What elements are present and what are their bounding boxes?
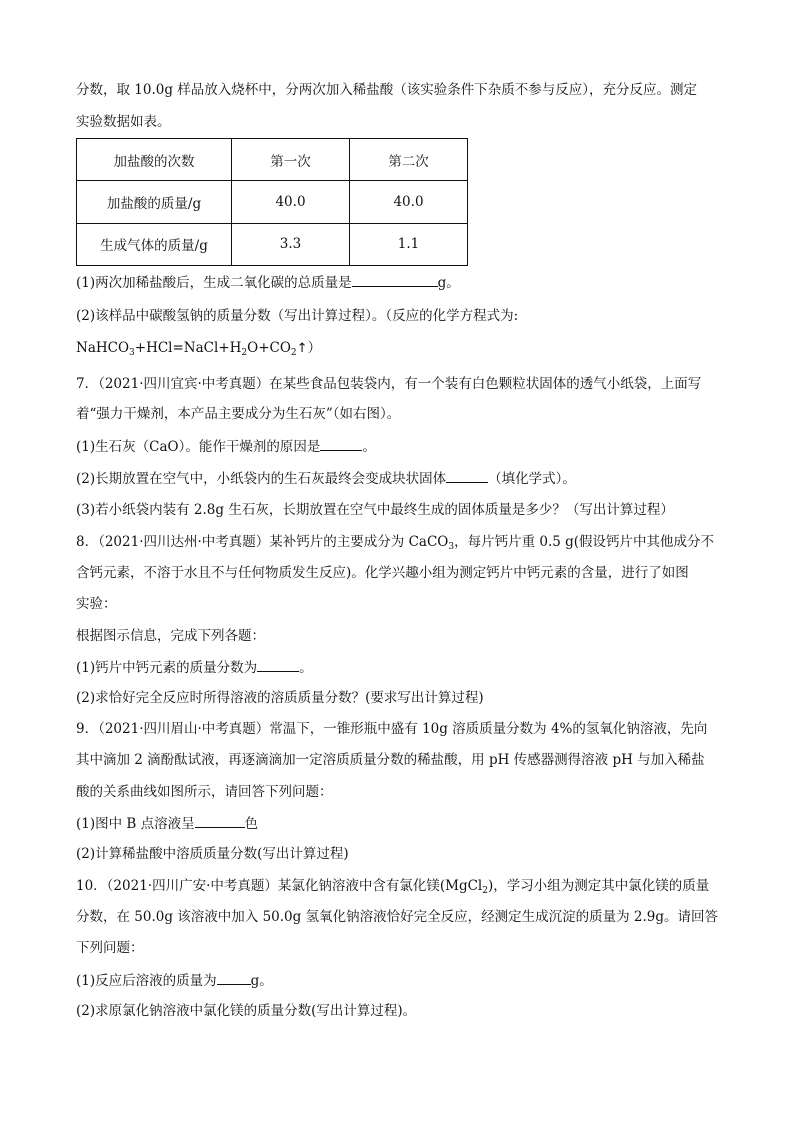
p6-question-2: (2)该样品中碳酸氢钠的质量分数（写出计算过程）。（反应的化学方程式为:	[76, 308, 519, 324]
equation-subscript: 3	[129, 348, 135, 358]
p7-question-3: (3)若小纸袋内装有 2.8g 生石灰，长期放置在空气中最终生成的固体质量是多少？（写出计算过程）	[76, 502, 674, 518]
table-cell: 40.0	[232, 181, 350, 223]
answer-blank[interactable]	[320, 436, 362, 451]
p9-line3: 酸的关系曲线如图所示，请回答下列问题：	[76, 784, 333, 800]
p9-line2: 其中滴加 2 滴酚酞试液，再逐滴滴加一定溶质质量分数的稀盐酸，用 pH 传感器测得溶液 pH 与加入稀盐	[76, 752, 705, 768]
question-text: (1)图中 B 点溶液呈	[76, 816, 195, 832]
equation-part: ）	[307, 340, 322, 356]
p8-line3: 实验：	[76, 596, 117, 612]
p8-question-1	[76, 657, 313, 678]
question-suffix: 。	[299, 660, 313, 676]
answer-blank[interactable]	[195, 813, 245, 828]
question-text: (1)两次加稀盐酸后，生成二氧化碳的总质量是	[76, 275, 352, 291]
table-cell: 生成气体的质量/g	[77, 223, 232, 265]
formula-subscript: 3	[448, 542, 455, 552]
question-suffix: 色	[244, 816, 259, 832]
question-text: (1)钙片中钙元素的质量分数为	[76, 660, 258, 676]
question-suffix: （填化学式）。	[488, 471, 576, 487]
answer-blank[interactable]	[217, 970, 251, 985]
p10-line3: 下列问题：	[76, 940, 144, 956]
equation-part: +HCl=NaCl+H	[134, 340, 242, 356]
chemical-equation	[76, 338, 321, 359]
p6-intro-line1: 分数，取 10.0g 样品放入烧杯中，分两次加入稀盐酸（该实验条件下杂质不参与反应），充分反应。测定	[76, 82, 698, 98]
p9-line1: 9．（2021·四川眉山·中考真题）常温下，一锥形瓶中盛有 10g 溶质质量分数为 4%的氢氧化钠溶液，先向	[76, 721, 708, 737]
formula-subscript: 2	[482, 886, 488, 896]
table-header-cell: 第二次	[350, 139, 468, 181]
p8-line4: 根据图示信息，完成下列各题：	[76, 628, 265, 644]
p10-line2: 分数，在 50.0g 该溶液中加入 50.0g 氢氧化钠溶液恰好完全反应，经测定生成沉淀的质量为 2.9g。请回答	[76, 909, 718, 925]
equation-part: NaHCO	[76, 340, 130, 356]
p10-line1	[76, 876, 709, 896]
p6-intro-line2: 实验数据如表。	[76, 114, 171, 130]
p8-line2: 含钙元素，不溶于水且不与任何物质发生反应)。化学兴趣小组为测定钙片中钙元素的含量，进行了如图	[76, 565, 689, 581]
table-row	[77, 223, 468, 265]
question-text: (2)长期放置在空气中，小纸袋内的生石灰最终会变成块状固体	[76, 471, 447, 487]
table-row	[77, 181, 468, 223]
p6-question-1	[76, 272, 460, 293]
p7-question-1	[76, 436, 376, 457]
table-header-row	[77, 139, 468, 181]
answer-blank[interactable]	[446, 468, 488, 483]
p7-question-2	[76, 468, 576, 489]
question-text: (1)反应后溶液的质量为	[76, 973, 217, 989]
table-header-cell: 加盐酸的次数	[77, 139, 232, 181]
equation-subscript: 2	[290, 348, 297, 358]
p10-question-1	[76, 970, 273, 991]
text-part: 8．（2021·四川达州·中考真题）某补钙片的主要成分为 CaCO	[76, 534, 449, 550]
table-cell: 1.1	[350, 223, 468, 265]
p8-question-2: (2)求恰好完全反应时所得溶液的溶质质量分数？(要求写出计算过程)	[76, 690, 484, 706]
p7-line1: 7．（2021·四川宜宾·中考真题）在某些食品包装袋内，有一个装有白色颗粒状固体的透气小纸袋，上面写	[76, 376, 702, 392]
p9-question-1	[76, 813, 258, 834]
p10-question-2: (2)求原氯化钠溶液中氯化镁的质量分数(写出计算过程)。	[76, 1003, 417, 1019]
answer-blank[interactable]	[352, 272, 438, 287]
text-part: 10．（2021·四川广安·中考真题）某氯化钠溶液中含有氯化镁(MgCl	[76, 878, 483, 894]
table-cell: 40.0	[350, 181, 468, 223]
p9-question-2: (2)计算稀盐酸中溶质质量分数(写出计算过程)	[76, 846, 349, 862]
answer-blank[interactable]	[257, 657, 299, 672]
question-suffix: g。	[250, 973, 273, 989]
table-cell: 3.3	[232, 223, 350, 265]
equation-part: O+CO	[247, 340, 291, 356]
table-header-cell: 第一次	[232, 139, 350, 181]
table-cell: 加盐酸的质量/g	[77, 181, 232, 223]
question-text: (1)生石灰（CaO）。能作干燥剂的原因是	[76, 439, 321, 455]
data-table	[76, 138, 468, 266]
text-part: )，学习小组为测定其中氯化镁的质量	[487, 878, 710, 894]
p8-line1	[76, 532, 714, 552]
question-suffix: g。	[437, 275, 460, 291]
p7-line2: 着“强力干燥剂，本产品主要成分为生石灰”（如右图）。	[76, 406, 401, 422]
question-suffix: 。	[362, 439, 376, 455]
equation-subscript: 2	[241, 348, 248, 358]
text-part: ，每片钙片重 0.5 g(假设钙片中其他成分不	[454, 534, 715, 550]
up-arrow-icon: ↑	[296, 341, 308, 356]
